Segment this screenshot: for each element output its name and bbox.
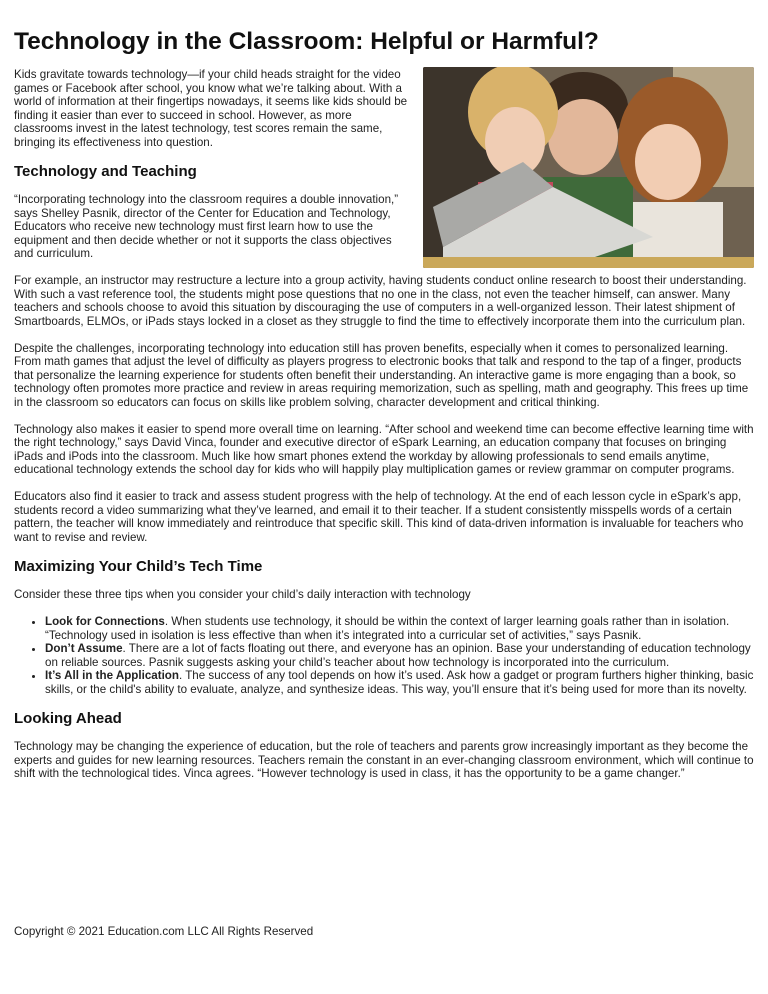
list-item [45,669,754,696]
page-title: Technology in the Classroom: Helpful or Harmful? [14,28,599,55]
photo-illustration [423,67,754,268]
tip-text: . When students use technology, it should be within the context of larger learning goals rather than in isolation. “Technology used in isolation is less effective than when it’s integrated into a curricular set of activities,” says Pasnik. [45,615,730,642]
list-item [45,615,754,642]
tips-list [14,615,754,696]
paragraph: Technology may be changing the experience of education, but the role of teachers and parents grow increasingly important as they become the experts and guides for new learning resources. Teachers remain the constant in an ever-changing classroom environment, which will continue to shift with the technological tides. Vinca agrees. “However technology is used in class, it has the opportunity to be a game changer.” [14,740,754,780]
section-heading-ahead: Looking Ahead [14,710,122,727]
paragraph: Educators also find it easier to track and assess student progress with the help of technology. At the end of each lesson cycle in eSpark’s app, students record a video summarizing what they’ve learned, and email it to their teacher. If a student consistently misspells words of a certain pattern, the teacher will know immediately and reintroduce that specific skill. This kind of data-driven information is invaluable for teachers who want to revise and review. [14,490,744,544]
list-item [45,642,754,669]
tip-title: Don’t Assume [45,642,123,655]
paragraph: “Incorporating technology into the classroom requires a double innovation,” says Shelley Pasnik, director of the Center for Education and Technology, Educators who receive new technology must first learn how to use the equipment and then decide whether or not it supports the class objectives and curriculum. [14,193,399,260]
tips-lead: Consider these three tips when you consider your child’s daily interaction with technology [14,588,471,601]
paragraph: Despite the challenges, incorporating technology into education still has proven benefits, especially when it comes to personalized learning. From math games that adjust the level of difficulty as players progress to electronic books that talk and respond to the tap of a finger, products that personalize the learning experience for students often benefit their understanding. An interactive game is more engaging than a book, so technology often promotes more practice and review in areas requiring memorization, such as spelling, math and geography. This frees up time in the classroom so educators can focus on skills like problem solving, character development and critical thinking. [14,341,749,409]
section-heading-tips: Maximizing Your Child’s Tech Time [14,558,263,575]
paragraph: Technology also makes it easier to spend more overall time on learning. “After school and weekend time can become effective learning time with the right technology,” says David Vinca, founder and executive director of eSpark Learning, an education company that focuses on bringing iPads and iPods into the classroom. Much like how smart phones extend the workday by allowing professionals to send emails anytime, educational technology extends the school day for kids who will happily play multiplication games or review grammar on computer programs. [14,422,754,476]
tip-title: It’s All in the Application [45,669,179,682]
copyright-footer: Copyright © 2021 Education.com LLC All Rights Reserved [14,925,314,938]
children-at-laptop-photo [423,67,754,268]
paragraph: For example, an instructor may restructure a lecture into a group activity, having students conduct online research to boost their understanding. With such a vast reference tool, the students might pose questions that no one in the class, not even the teacher himself, can answer. Many teachers and schools choose to avoid this situation by discouraging the use of computers in a well-organized lesson. Their latest shipment of Smartboards, ELMOs, or iPads stays locked in a closet as they struggle to find the time to effectively incorporate them into the curriculum plan. [14,274,747,328]
tip-text: . The success of any tool depends on how it’s used. Ask how a gadget or program furthers higher thinking, basic skills, or the child's ability to evaluate, analyze, and synthesize ideas. This way, you’ll ensure that it’s being used for more than its novelty. [45,669,754,696]
section-heading-teaching: Technology and Teaching [14,163,197,180]
tip-text: . There are a lot of facts floating out there, and everyone has an opinion. Base your understanding of education technology on reliable sources. Pasnik suggests asking your child’s teacher about how technology is incorporated into the curriculum. [45,642,751,669]
tip-title: Look for Connections [45,615,165,628]
intro-paragraph: Kids gravitate towards technology—if your child heads straight for the video games or Facebook after school, you know what we’re talking about. With a world of information at their fingertips nowadays, it seems like kids should be finding it easier than ever to succeed in school. However, as more classrooms invest in the latest technology, test scores remain the same, bringing its effectiveness into question. [14,68,408,149]
